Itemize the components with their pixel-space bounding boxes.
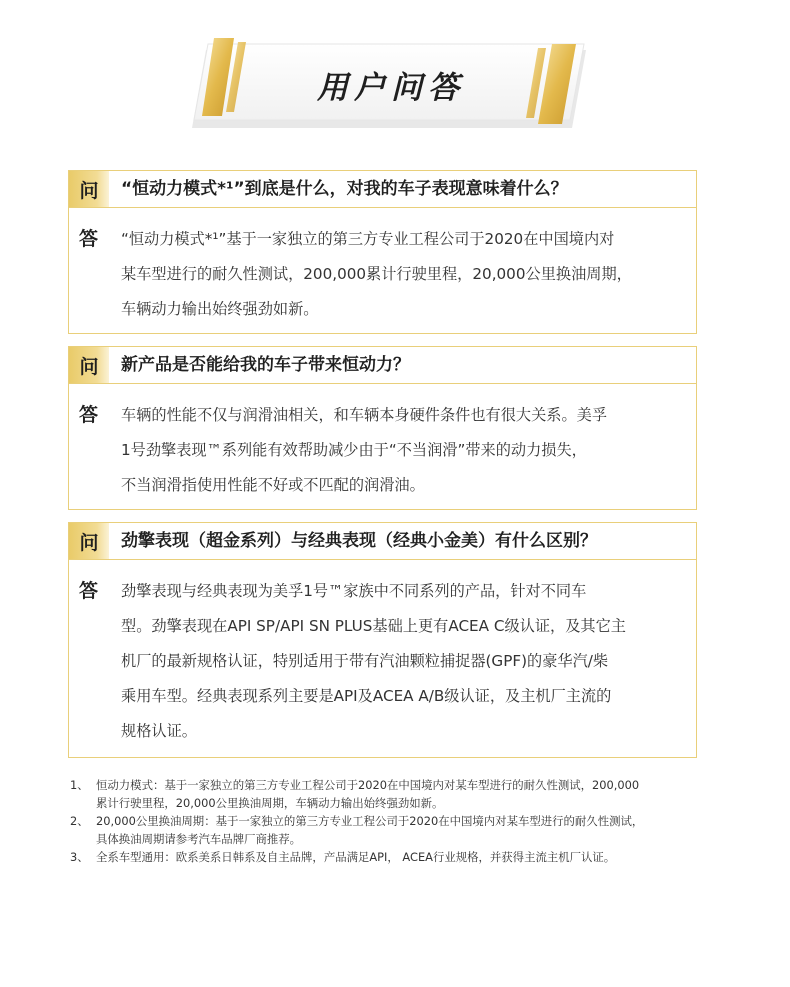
footnote-1 xyxy=(70,776,710,812)
footnote-line: 恒动力模式：基于一家独立的第三方专业工程公司于2020在中国境内对某车型进行的耐久性测试，200,000 xyxy=(96,778,640,792)
answer-text xyxy=(121,398,687,503)
footnote-number: 1、 xyxy=(70,778,89,792)
answer-line: 机厂的最新规格认证，特别适用于带有汽油颗粒捕捉器(GPF)的豪华汽/柴 xyxy=(121,652,609,670)
footnotes xyxy=(70,776,710,866)
answer-line: 某车型进行的耐久性测试，200,000累计行驶里程，20,000公里换油周期， xyxy=(121,265,632,283)
footnote-line: 全系车型通用：欧系美系日韩系及自主品牌，产品满足API， ACEA行业规格，并获得主流主机厂认证。 xyxy=(96,850,616,864)
qa-card-2 xyxy=(68,346,697,510)
question-badge: 问 xyxy=(69,171,109,207)
question-text: 劲擎表现（超金系列）与经典表现（经典小金美）有什么区别？ xyxy=(121,531,597,551)
footnote-number: 3、 xyxy=(70,850,89,864)
answer-line: 劲擎表现与经典表现为美孚1号™家族中不同系列的产品，针对不同车 xyxy=(121,582,587,600)
answer-label: 答 xyxy=(79,404,99,426)
footnote-number: 2、 xyxy=(70,814,89,828)
footnote-line: 具体换油周期请参考汽车品牌厂商推荐。 xyxy=(96,832,302,846)
page-title: 用户问答 xyxy=(317,69,465,106)
answer-line: 型。劲擎表现在API SP/API SN PLUS基础上更有ACEA C级认证，及其它主 xyxy=(121,617,626,635)
question-text: “恒动力模式*¹”到底是什么，对我的车子表现意味着什么？ xyxy=(121,179,568,199)
qa-card-3 xyxy=(68,522,697,758)
question-row xyxy=(69,171,696,208)
answer-line: 1号劲擎表现™系列能有效帮助减少由于“不当润滑”带来的动力损失， xyxy=(121,441,587,459)
footnote-2 xyxy=(70,812,710,848)
answer-line: 规格认证。 xyxy=(121,722,197,740)
answer-label: 答 xyxy=(79,228,99,250)
answer-line: 乘用车型。经典表现系列主要是API及ACEA A/B级认证，及主机厂主流的 xyxy=(121,687,612,705)
answer-line: 车辆动力输出始终强劲如新。 xyxy=(121,300,319,318)
question-row xyxy=(69,347,696,384)
answer-line: 不当润滑指使用性能不好或不匹配的润滑油。 xyxy=(121,476,425,494)
answer-line: 车辆的性能不仅与润滑油相关，和车辆本身硬件条件也有很大关系。美孚 xyxy=(121,406,607,424)
footnote-line: 20,000公里换油周期：基于一家独立的第三方专业工程公司于2020在中国境内对某车型进行的耐久性测试， xyxy=(96,814,644,828)
question-row xyxy=(69,523,696,560)
question-text: 新产品是否能给我的车子带来恒动力？ xyxy=(121,355,410,375)
footnote-3 xyxy=(70,848,710,866)
question-badge: 问 xyxy=(69,523,109,559)
answer-text xyxy=(121,574,687,749)
footnote-line: 累计行驶里程，20,000公里换油周期，车辆动力输出始终强劲如新。 xyxy=(96,796,444,810)
answer-text xyxy=(121,222,687,327)
title-banner xyxy=(186,36,596,132)
question-badge: 问 xyxy=(69,347,109,383)
qa-card-1 xyxy=(68,170,697,334)
answer-label: 答 xyxy=(79,580,99,602)
answer-line: “恒动力模式*¹”基于一家独立的第三方专业工程公司于2020在中国境内对 xyxy=(121,230,615,248)
